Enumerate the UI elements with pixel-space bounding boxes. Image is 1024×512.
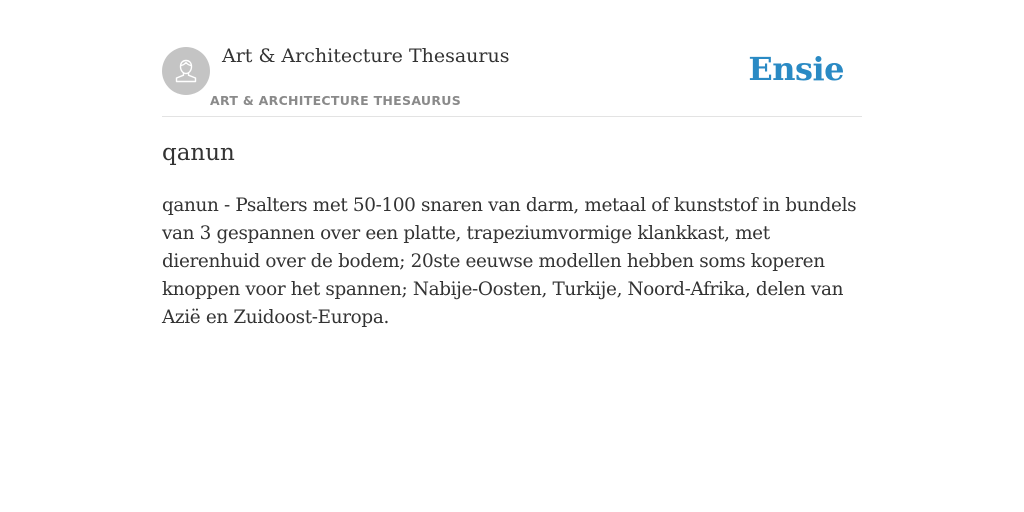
source-title[interactable]: Art & Architecture Thesaurus [222, 45, 510, 67]
entry-term: qanun [162, 140, 235, 166]
page-header [162, 0, 862, 117]
entry-definition: qanun - Psalters met 50-100 snaren van darm, metaal of kunststof in bundels van 3 gespannen over een platte, trapeziumvormige klankkast, met dierenhuid over de bodem; 20ste eeuwse modellen hebben soms koperen knoppen voor het spannen; Nabije-Oosten, Turkije, Noord-Afrika, delen van Azië en Zuidoost-Europa. [162, 195, 857, 328]
avatar[interactable] [162, 47, 210, 95]
source-caption: ART & ARCHITECTURE THESAURUS [210, 93, 462, 108]
brand-logo[interactable]: Ensie [748, 50, 844, 88]
user-icon [171, 56, 201, 86]
